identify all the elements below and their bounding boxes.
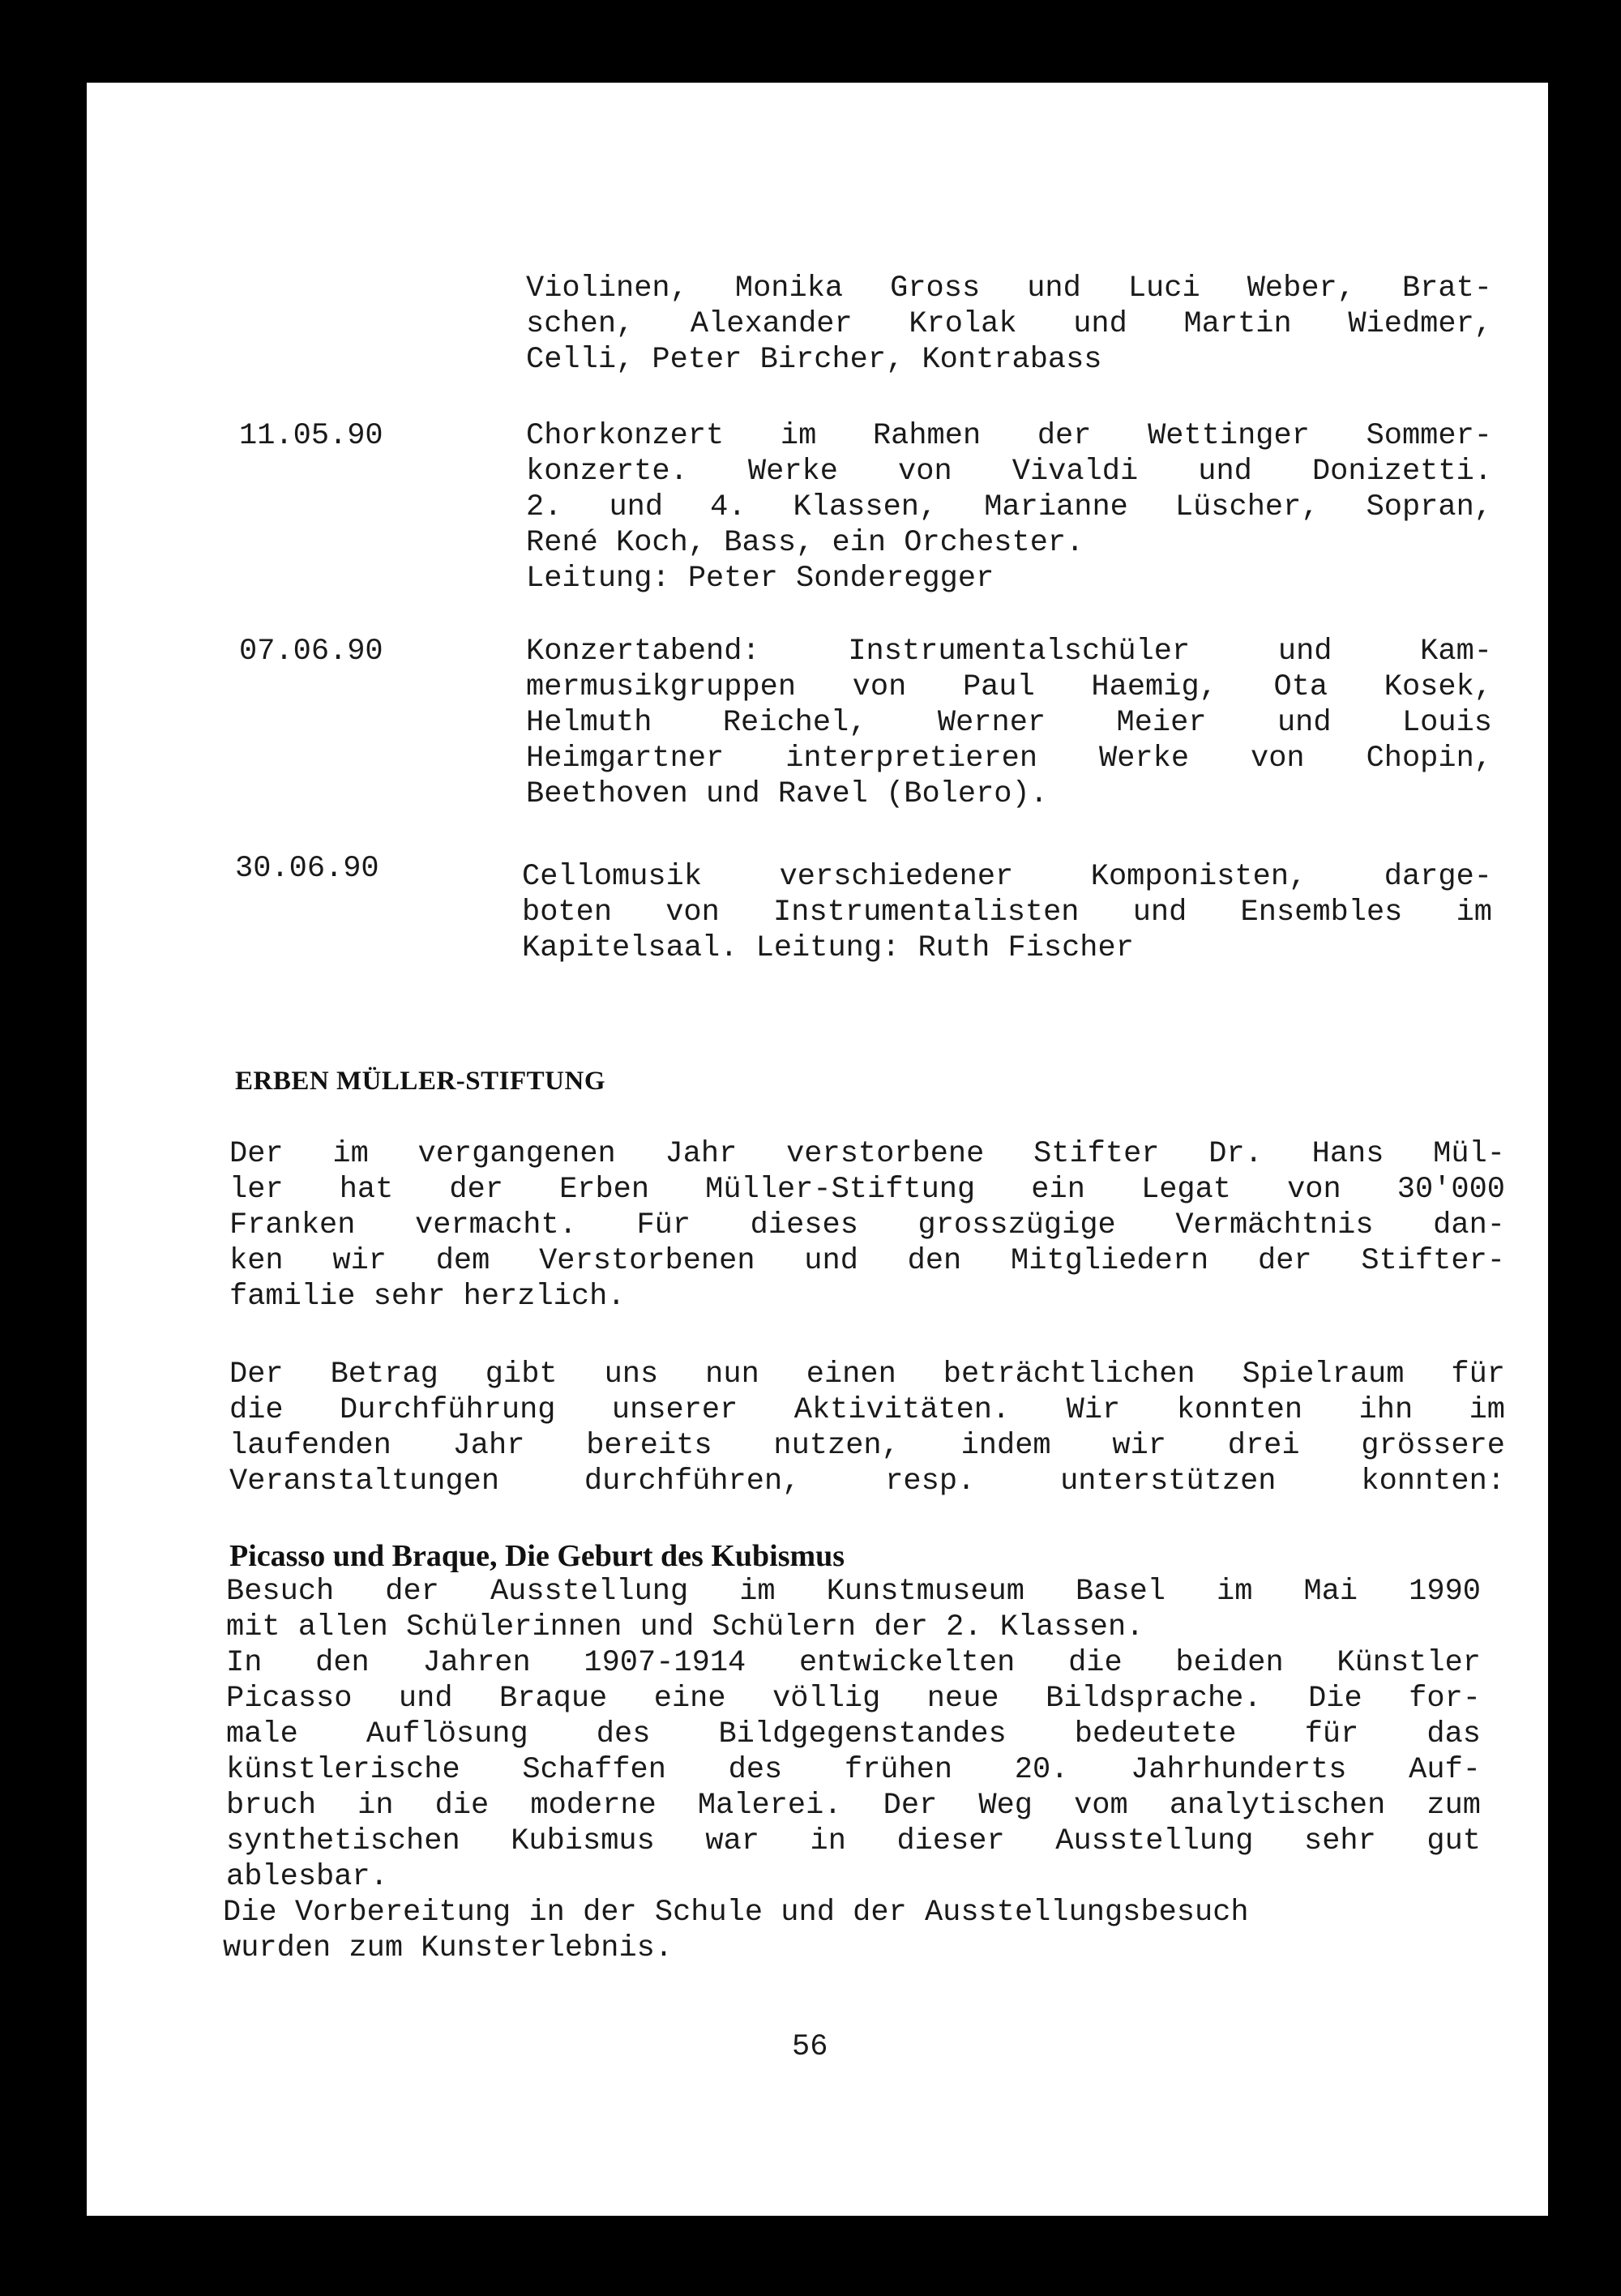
paragraph-line: male Auflösung des Bildgegenstandes bedeutete für das (226, 1717, 1481, 1751)
page-number: 56 (792, 2030, 828, 2064)
paragraph-line: ler hat der Erben Müller-Stiftung ein Legat von 30'000 (229, 1173, 1505, 1207)
event-date: 11.05.90 (239, 419, 383, 453)
paragraph-line: laufenden Jahr bereits nutzen, indem wir drei grössere (229, 1429, 1505, 1463)
paragraph-line: die Durchführung unserer Aktivitäten. Wir konnten ihn im (229, 1393, 1505, 1427)
paragraph-line: mit allen Schülerinnen und Schülern der 2. Klassen. (226, 1610, 1144, 1644)
event-line: Kapitelsaal. Leitung: Ruth Fischer (522, 931, 1134, 965)
event-line: konzerte. Werke von Vivaldi und Donizetti. (526, 455, 1492, 489)
paragraph-line: ablesbar. (226, 1860, 388, 1894)
event-line: boten von Instrumentalisten und Ensembles im (522, 896, 1492, 930)
intro-line: schen, Alexander Krolak und Martin Wiedmer, (526, 307, 1492, 341)
intro-line: Celli, Peter Bircher, Kontrabass (526, 343, 1102, 377)
paragraph-line: künstlerische Schaffen des frühen 20. Jahrhunderts Auf- (226, 1753, 1481, 1787)
paragraph-line: Der Betrag gibt uns nun einen beträchtlichen Spielraum für (229, 1358, 1505, 1392)
event-line: Helmuth Reichel, Werner Meier und Louis (526, 706, 1492, 740)
document-page (87, 83, 1548, 2216)
paragraph-line: ken wir dem Verstorbenen und den Mitgliedern der Stifter- (229, 1244, 1505, 1278)
paragraph-line: synthetischen Kubismus war in dieser Ausstellung sehr gut (226, 1824, 1481, 1858)
event-line: Leitung: Peter Sonderegger (526, 562, 994, 596)
paragraph-line: Picasso und Braque eine völlig neue Bildsprache. Die for- (226, 1682, 1481, 1716)
paragraph-line: bruch in die moderne Malerei. Der Weg vom analytischen zum (226, 1789, 1481, 1823)
event-date: 07.06.90 (239, 635, 383, 669)
paragraph-line: wurden zum Kunsterlebnis. (223, 1931, 674, 1965)
event-line: mermusikgruppen von Paul Haemig, Ota Kosek, (526, 670, 1492, 704)
event-line: Konzertabend: Instrumentalschüler und Kam- (526, 635, 1492, 669)
paragraph-line: familie sehr herzlich. (229, 1280, 626, 1314)
event-line: Cellomusik verschiedener Komponisten, darge- (522, 860, 1492, 894)
paragraph-line: Veranstaltungen durchführen, resp. unterstützen konnten: (229, 1464, 1505, 1499)
paragraph-line: Die Vorbereitung in der Schule und der Ausstellungsbesuch (223, 1896, 1249, 1930)
event-date: 30.06.90 (235, 852, 379, 886)
event-line: Chorkonzert im Rahmen der Wettinger Sommer- (526, 419, 1492, 453)
subsection-heading: Picasso und Braque, Die Geburt des Kubismus (229, 1539, 845, 1573)
event-line: 2. und 4. Klassen, Marianne Lüscher, Sopran, (526, 490, 1492, 524)
paragraph-line: Der im vergangenen Jahr verstorbene Stifter Dr. Hans Mül- (229, 1137, 1505, 1171)
event-line: Heimgartner interpretieren Werke von Chopin, (526, 742, 1492, 776)
paragraph-line: Besuch der Ausstellung im Kunstmuseum Basel im Mai 1990 (226, 1575, 1481, 1609)
event-line: René Koch, Bass, ein Orchester. (526, 526, 1084, 560)
intro-line: Violinen, Monika Gross und Luci Weber, Brat- (526, 272, 1492, 306)
paragraph-line: Franken vermacht. Für dieses grosszügige Vermächtnis dan- (229, 1208, 1505, 1242)
paragraph-line: In den Jahren 1907-1914 entwickelten die beiden Künstler (226, 1646, 1481, 1680)
event-line: Beethoven und Ravel (Bolero). (526, 777, 1048, 811)
section-heading: ERBEN MÜLLER-STIFTUNG (235, 1067, 605, 1096)
